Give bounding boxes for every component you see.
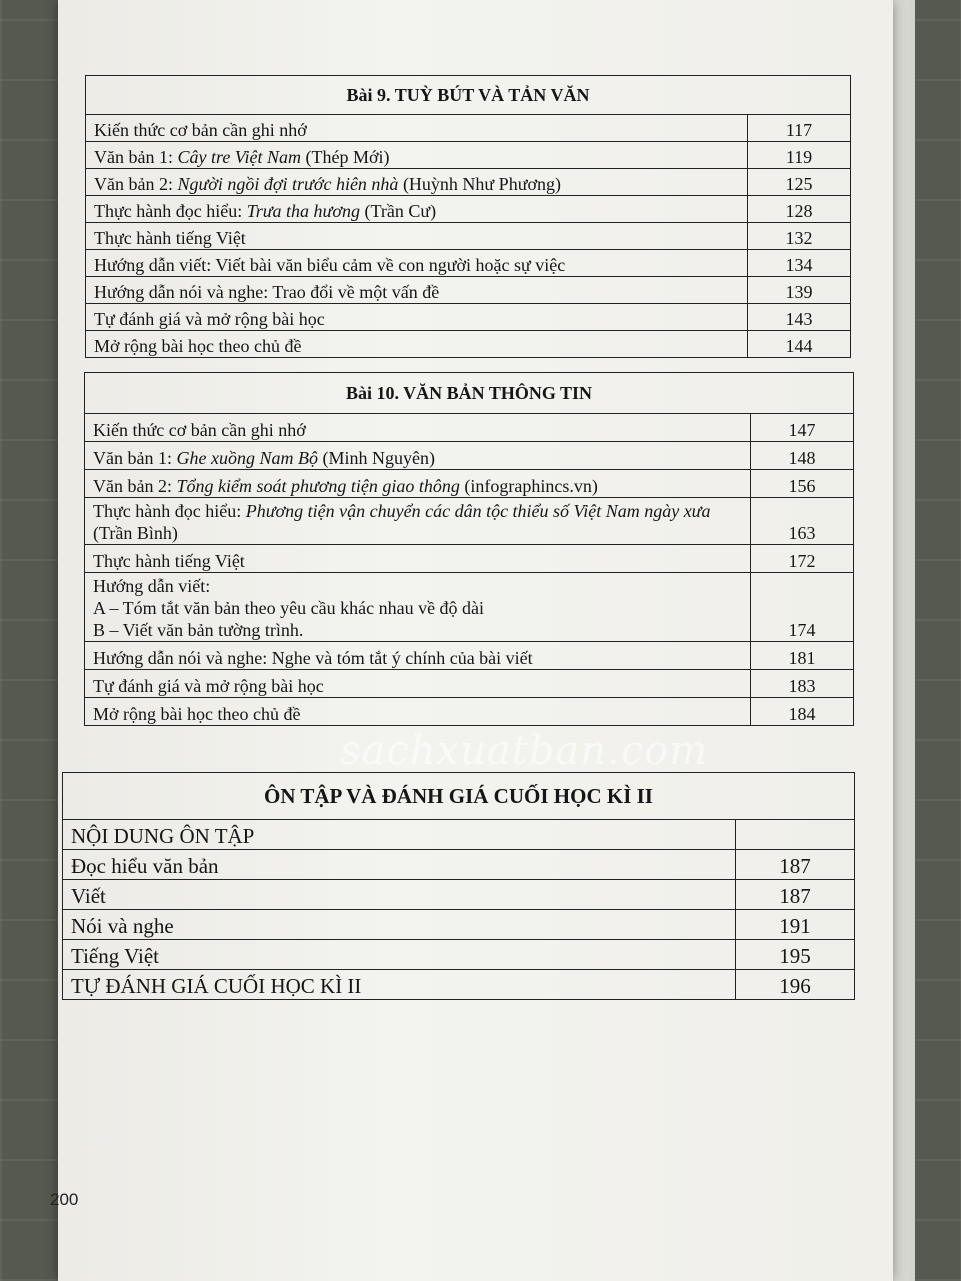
toc-entry xyxy=(63,970,736,1000)
section-9-title: Bài 9. TUỲ BÚT VÀ TẢN VĂN xyxy=(86,76,851,115)
toc-entry-pre: Tự đánh giá và mở rộng bài học xyxy=(93,676,324,696)
toc-entry-post: (Trần Cư) xyxy=(359,201,437,221)
toc-page-number: 174 xyxy=(751,573,854,642)
toc-row xyxy=(63,970,855,1000)
toc-entry xyxy=(86,250,748,277)
toc-row xyxy=(63,850,855,880)
toc-entry-em: Cây tre Việt Nam xyxy=(177,147,301,167)
toc-entry-pre: Văn bản 1: xyxy=(93,448,177,468)
toc-row xyxy=(63,940,855,970)
toc-page-number: 172 xyxy=(751,545,854,573)
toc-entry xyxy=(86,115,748,142)
toc-entry-post: (Thép Mới) xyxy=(300,147,390,167)
toc-entry-pre: Thực hành tiếng Việt xyxy=(94,228,246,248)
toc-page-number: 144 xyxy=(748,331,851,358)
toc-entry xyxy=(63,850,736,880)
toc-row xyxy=(86,250,851,277)
toc-row xyxy=(86,223,851,250)
toc-entry-pre: Mở rộng bài học theo chủ đề xyxy=(93,704,301,724)
toc-row xyxy=(86,277,851,304)
toc-entry xyxy=(85,573,751,642)
toc-entry-line: B – Viết văn bản tường trình. xyxy=(93,620,304,640)
toc-row xyxy=(85,442,854,470)
toc-row xyxy=(85,642,854,670)
section-10-table xyxy=(84,372,854,726)
toc-row xyxy=(85,573,854,642)
toc-page-number: 163 xyxy=(751,498,854,545)
toc-page-number: 187 xyxy=(736,850,855,880)
toc-entry xyxy=(63,880,736,910)
toc-entry xyxy=(86,196,748,223)
toc-entry xyxy=(85,442,751,470)
toc-entry xyxy=(86,142,748,169)
toc-page-number: 132 xyxy=(748,223,851,250)
toc-row xyxy=(85,670,854,698)
toc-row xyxy=(63,880,855,910)
section-10-title: Bài 10. VĂN BẢN THÔNG TIN xyxy=(85,373,854,414)
toc-entry xyxy=(63,910,736,940)
toc-entry-pre: Văn bản 2: xyxy=(94,174,178,194)
toc-page-number: 119 xyxy=(748,142,851,169)
toc-entry-pre: Thực hành tiếng Việt xyxy=(93,551,245,571)
toc-row xyxy=(63,820,855,850)
toc-entry-post: (Huỳnh Như Phương) xyxy=(398,174,561,194)
section-9-table xyxy=(85,75,851,358)
watermark: sachxuatban.com xyxy=(340,728,709,774)
toc-entry-pre: TỰ ĐÁNH GIÁ CUỐI HỌC KÌ II xyxy=(71,974,362,998)
toc-page-number: 184 xyxy=(751,698,854,726)
toc-entry xyxy=(85,414,751,442)
toc-entry-pre: Mở rộng bài học theo chủ đề xyxy=(94,336,302,356)
toc-page-number: 191 xyxy=(736,910,855,940)
toc-entry-em: Người ngồi đợi trước hiên nhà xyxy=(177,174,399,194)
toc-entry-pre: Văn bản 2: xyxy=(93,476,177,496)
toc-entry-line: A – Tóm tắt văn bản theo yêu cầu khác nhau về độ dài xyxy=(93,598,485,618)
toc-page-number: 156 xyxy=(751,470,854,498)
toc-page-number: 128 xyxy=(748,196,851,223)
toc-row xyxy=(86,142,851,169)
toc-entry-pre: Tiếng Việt xyxy=(71,944,160,968)
review-table xyxy=(62,772,855,1000)
toc-page-number: 143 xyxy=(748,304,851,331)
toc-entry-pre: Đọc hiểu văn bản xyxy=(71,854,219,878)
review-title: ÔN TẬP VÀ ĐÁNH GIÁ CUỐI HỌC KÌ II xyxy=(63,773,855,820)
toc-page-number: 196 xyxy=(736,970,855,1000)
toc-page-number: 195 xyxy=(736,940,855,970)
toc-entry xyxy=(86,223,748,250)
toc-row xyxy=(86,331,851,358)
toc-row xyxy=(85,698,854,726)
toc-entry-pre: Thực hành đọc hiểu: xyxy=(94,201,247,221)
toc-entry-pre: Kiến thức cơ bản cần ghi nhớ xyxy=(93,420,306,440)
toc-entry xyxy=(85,670,751,698)
toc-entry xyxy=(85,470,751,498)
toc-page-number: 183 xyxy=(751,670,854,698)
toc-page-number: 181 xyxy=(751,642,854,670)
toc-entry xyxy=(85,698,751,726)
toc-page-number: 148 xyxy=(751,442,854,470)
toc-entry-pre: Tự đánh giá và mở rộng bài học xyxy=(94,309,325,329)
toc-row xyxy=(86,304,851,331)
toc-page-number: 117 xyxy=(748,115,851,142)
toc-page-number: 139 xyxy=(748,277,851,304)
page-number: 200 xyxy=(50,1190,79,1209)
toc-row xyxy=(86,196,851,223)
toc-row xyxy=(85,545,854,573)
toc-page-number: 134 xyxy=(748,250,851,277)
toc-entry xyxy=(86,331,748,358)
toc-entry-pre: Nói và nghe xyxy=(71,914,174,938)
toc-row xyxy=(63,910,855,940)
toc-page-number: 187 xyxy=(736,880,855,910)
toc-entry-pre: Hướng dẫn nói và nghe: Nghe và tóm tắt ý chính của bài viết xyxy=(93,648,533,668)
toc-entry-pre: Kiến thức cơ bản cần ghi nhớ xyxy=(94,120,307,140)
toc-entry xyxy=(86,277,748,304)
toc-entry xyxy=(85,498,751,545)
toc-entry-pre: Thực hành đọc hiểu: xyxy=(93,501,246,521)
toc-entry xyxy=(85,642,751,670)
toc-row xyxy=(85,498,854,545)
toc-row xyxy=(85,470,854,498)
toc-entry-post: (infographincs.vn) xyxy=(459,476,598,496)
toc-page-number xyxy=(736,820,855,850)
toc-entry xyxy=(63,820,736,850)
toc-row xyxy=(86,169,851,196)
toc-entry-pre: Hướng dẫn viết: Viết bài văn biểu cảm về con người hoặc sự việc xyxy=(94,255,566,275)
toc-entry-em: Trưa tha hương xyxy=(246,201,360,221)
toc-page-number: 125 xyxy=(748,169,851,196)
toc-page-number: 147 xyxy=(751,414,854,442)
toc-entry-post: (Minh Nguyên) xyxy=(317,448,435,468)
toc-entry-post: (Trần Bình) xyxy=(93,523,178,543)
toc-entry-line: Hướng dẫn viết: xyxy=(93,576,211,596)
toc-entry-em: Tổng kiểm soát phương tiện giao thông xyxy=(176,476,460,496)
toc-entry xyxy=(86,169,748,196)
toc-entry-pre: Viết xyxy=(71,884,106,908)
toc-entry-em: Phương tiện vận chuyển các dân tộc thiểu số Việt Nam ngày xưa xyxy=(245,501,711,521)
toc-row xyxy=(86,115,851,142)
toc-entry xyxy=(85,545,751,573)
toc-entry-pre: NỘI DUNG ÔN TẬP xyxy=(71,824,255,848)
toc-entry-pre: Hướng dẫn nói và nghe: Trao đổi về một vấn đề xyxy=(94,282,440,302)
toc-row xyxy=(85,414,854,442)
toc-entry xyxy=(86,304,748,331)
toc-entry xyxy=(63,940,736,970)
toc-entry-pre: Văn bản 1: xyxy=(94,147,178,167)
toc-entry-em: Ghe xuồng Nam Bộ xyxy=(176,448,318,468)
